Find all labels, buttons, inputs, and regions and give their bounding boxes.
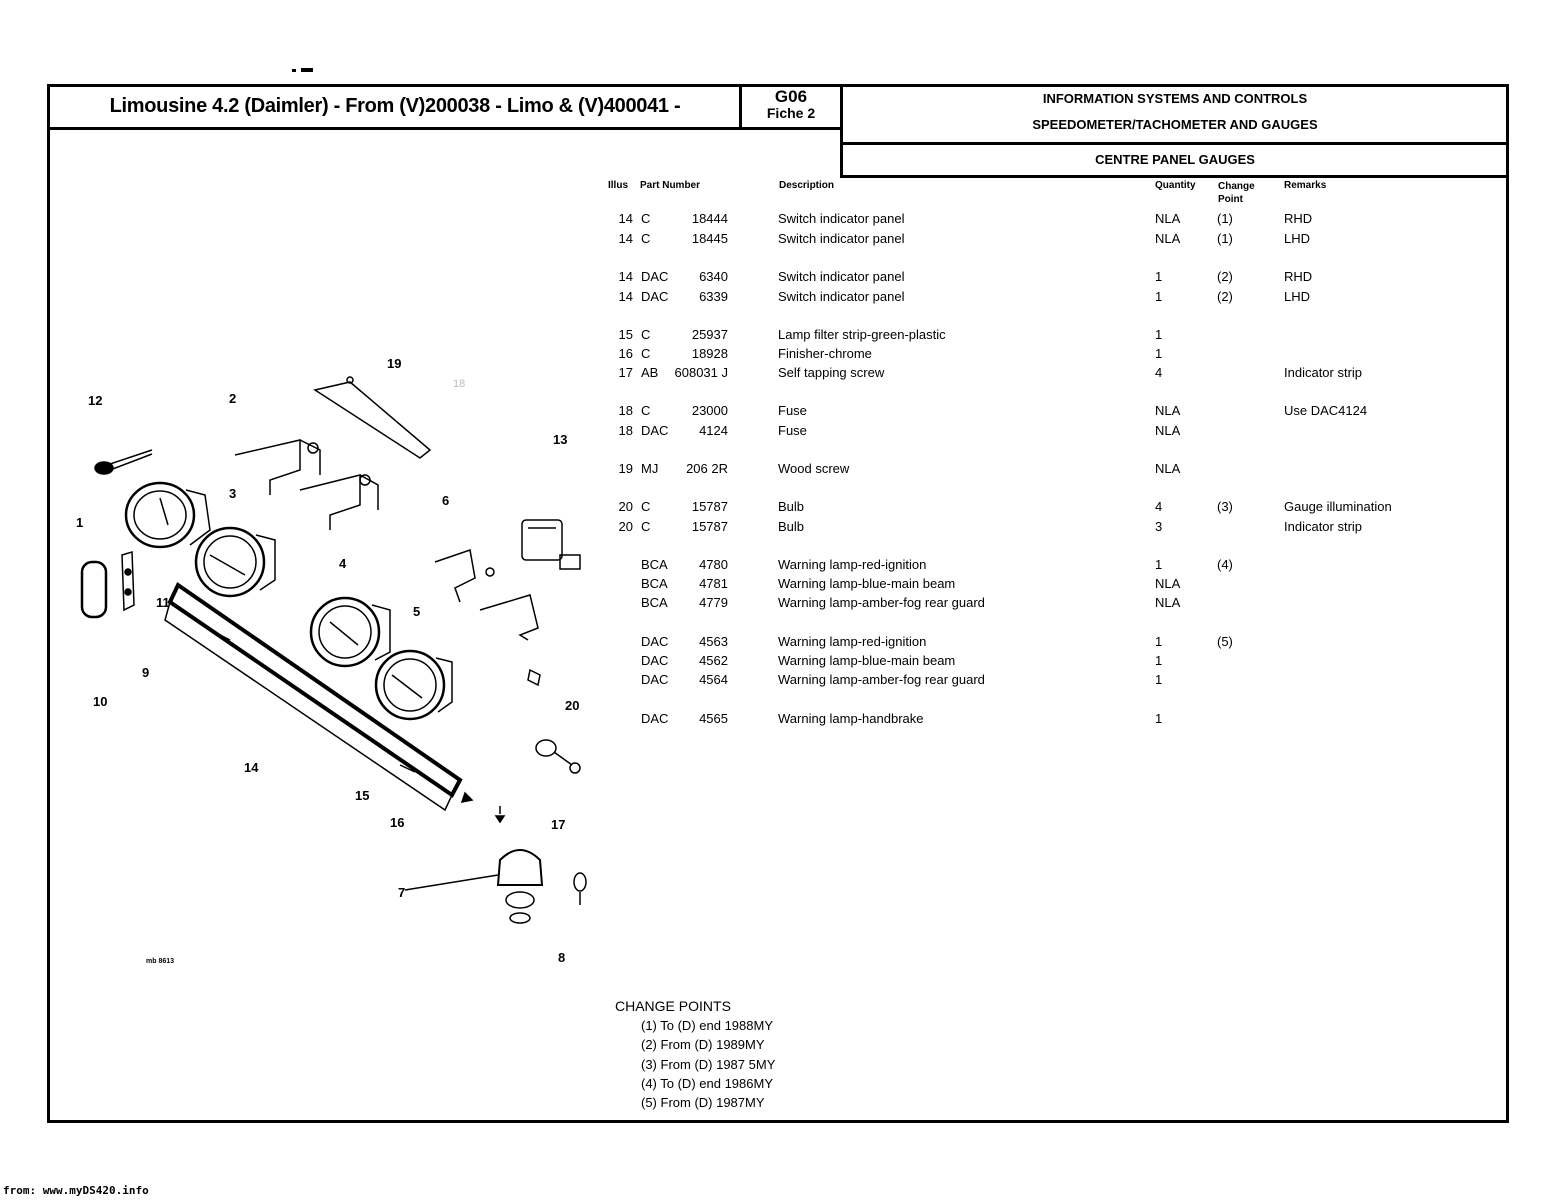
remarks-cell: RHD xyxy=(1284,269,1313,284)
callout-14: 14 xyxy=(244,760,259,775)
quantity-cell: 1 xyxy=(1155,653,1163,668)
quantity-cell: 1 xyxy=(1155,346,1163,361)
description-cell: Fuse xyxy=(778,403,807,418)
gauge-part xyxy=(311,598,390,666)
description-cell: Fuse xyxy=(778,423,807,438)
description-cell: Finisher-chrome xyxy=(778,346,872,361)
illus-cell: 14 xyxy=(618,269,633,284)
quantity-cell: 4 xyxy=(1155,499,1163,514)
illus-cell: 15 xyxy=(618,327,633,342)
illus-cell: 16 xyxy=(618,346,633,361)
quantity-cell: NLA xyxy=(1155,576,1181,591)
gauge-part xyxy=(376,651,452,719)
part-prefix-cell: C xyxy=(641,231,651,246)
description-cell: Switch indicator panel xyxy=(778,269,905,284)
subsection-heading: CENTRE PANEL GAUGES xyxy=(1095,152,1255,167)
part-prefix-cell: C xyxy=(641,346,651,361)
quantity-cell: NLA xyxy=(1155,595,1181,610)
description-cell: Self tapping screw xyxy=(778,365,885,380)
description-cell: Switch indicator panel xyxy=(778,289,905,304)
group-code: G06 xyxy=(774,87,808,106)
fuse-holder-part xyxy=(405,850,586,923)
illus-cell: 14 xyxy=(618,211,633,226)
illus-cell: 19 xyxy=(618,461,633,476)
callout-19: 19 xyxy=(387,356,402,371)
part-prefix-cell: DAC xyxy=(641,269,669,284)
callout-13: 13 xyxy=(553,432,568,447)
illus-cell: 18 xyxy=(618,423,633,438)
part-number-cell: 4562 xyxy=(699,653,728,668)
description-cell: Bulb xyxy=(778,519,805,534)
table-row xyxy=(0,269,1550,287)
link-rod-part xyxy=(315,377,430,458)
callout-4: 4 xyxy=(339,556,347,571)
callout-8: 8 xyxy=(558,950,566,965)
part-number-cell: 4781 xyxy=(699,576,728,591)
part-number-cell: 4779 xyxy=(699,595,728,610)
bracket-part xyxy=(235,440,378,530)
callout-6: 6 xyxy=(442,493,450,508)
quantity-cell: NLA xyxy=(1155,423,1181,438)
callout-12: 12 xyxy=(88,393,103,408)
description-cell: Warning lamp-blue-main beam xyxy=(778,576,956,591)
screw-part xyxy=(462,793,504,822)
part-number-cell: 15787 xyxy=(691,499,728,514)
quantity-cell: 4 xyxy=(1155,365,1163,380)
part-prefix-cell: C xyxy=(641,403,651,418)
col-part-number: Part Number xyxy=(640,180,701,191)
page-title: Limousine 4.2 (Daimler) - From (V)200038 - Limo & (V)400041 - xyxy=(109,94,681,117)
description-cell: Switch indicator panel xyxy=(778,211,905,226)
quantity-cell: NLA xyxy=(1155,231,1181,246)
knob-part xyxy=(95,450,152,474)
part-number-cell: 18928 xyxy=(691,346,728,361)
part-prefix-cell: DAC xyxy=(641,634,669,649)
part-number-cell: 4564 xyxy=(699,672,728,687)
remarks-cell: LHD xyxy=(1284,289,1311,304)
illus-cell: 14 xyxy=(618,231,633,246)
source-footer: from: www.myDS420.info xyxy=(3,1184,149,1197)
subsection-rule xyxy=(840,175,1509,178)
scan-mark xyxy=(292,60,320,65)
part-prefix-cell: DAC xyxy=(641,711,669,726)
part-number-cell: 18444 xyxy=(691,211,728,226)
quantity-cell: NLA xyxy=(1155,461,1181,476)
description-cell: Warning lamp-amber-fog rear guard xyxy=(778,672,985,687)
part-number-cell: 608031 J xyxy=(674,365,728,380)
table-row xyxy=(0,211,1550,229)
change-point-cell: (1) xyxy=(1217,231,1233,246)
quantity-cell: 1 xyxy=(1155,289,1163,304)
quantity-cell: 1 xyxy=(1155,557,1163,572)
section-rule xyxy=(840,142,1509,145)
quantity-cell: 1 xyxy=(1155,634,1163,649)
description-cell: Warning lamp-red-ignition xyxy=(778,634,927,649)
change-point-item: (3) From (D) 1987 5MY xyxy=(641,1057,776,1072)
description-cell: Warning lamp-amber-fog rear guard xyxy=(778,595,985,610)
quantity-cell: 1 xyxy=(1155,711,1163,726)
quantity-cell: 1 xyxy=(1155,327,1163,342)
part-prefix-cell: AB xyxy=(641,365,659,380)
table-row xyxy=(0,289,1550,307)
description-cell: Wood screw xyxy=(778,461,850,476)
change-point-cell: (5) xyxy=(1217,634,1233,649)
callout-17: 17 xyxy=(551,817,566,832)
gauge-part xyxy=(126,483,210,547)
fiche-box xyxy=(742,86,840,126)
part-number-cell: 6339 xyxy=(699,289,728,304)
col-description: Description xyxy=(779,180,835,191)
illus-cell: 20 xyxy=(618,499,633,514)
remarks-cell: Use DAC4124 xyxy=(1284,403,1368,418)
change-point-item: (5) From (D) 1987MY xyxy=(641,1095,765,1110)
remarks-cell: Indicator strip xyxy=(1284,519,1363,534)
quantity-cell: 1 xyxy=(1155,672,1163,687)
description-cell: Warning lamp-handbrake xyxy=(778,711,924,726)
description-cell: Lamp filter strip-green-plastic xyxy=(778,327,946,342)
remarks-cell: RHD xyxy=(1284,211,1313,226)
col-illus: Illus xyxy=(608,180,629,191)
quantity-cell: 3 xyxy=(1155,519,1163,534)
callout-2: 2 xyxy=(229,391,237,406)
part-number-cell: 6340 xyxy=(699,269,728,284)
part-number-cell: 25937 xyxy=(691,327,728,342)
remarks-cell: Indicator strip xyxy=(1284,365,1363,380)
part-prefix-cell: DAC xyxy=(641,653,669,668)
change-point-item: (4) To (D) end 1986MY xyxy=(641,1076,773,1091)
change-points-title: CHANGE POINTS xyxy=(615,998,731,1014)
change-point-item: (2) From (D) 1989MY xyxy=(641,1037,765,1052)
remarks-cell: Gauge illumination xyxy=(1284,499,1392,514)
callout-7: 7 xyxy=(398,885,406,900)
callout-11: 11 xyxy=(156,595,170,610)
part-prefix-cell: DAC xyxy=(641,423,669,438)
quantity-cell: NLA xyxy=(1155,403,1181,418)
quantity-cell: 1 xyxy=(1155,269,1163,284)
part-prefix-cell: DAC xyxy=(641,672,669,687)
description-cell: Warning lamp-blue-main beam xyxy=(778,653,956,668)
description-cell: Bulb xyxy=(778,499,805,514)
col-remarks: Remarks xyxy=(1284,180,1327,191)
change-point-cell: (4) xyxy=(1217,557,1233,572)
remarks-cell: LHD xyxy=(1284,231,1311,246)
section-heading xyxy=(843,86,1507,142)
switch-part xyxy=(522,520,580,569)
callout-5: 5 xyxy=(413,604,421,619)
illus-cell: 20 xyxy=(618,519,633,534)
table-row xyxy=(0,231,1550,249)
col-change-point: Change Point xyxy=(1218,181,1255,205)
illus-cell: 17 xyxy=(618,365,633,380)
part-number-cell: 206 2R xyxy=(686,461,728,476)
part-prefix-cell: C xyxy=(641,211,651,226)
change-point-cell: (2) xyxy=(1217,289,1233,304)
part-number-cell: 4565 xyxy=(699,711,728,726)
callout-10: 10 xyxy=(93,694,108,709)
exploded-parts-diagram xyxy=(60,340,600,970)
part-prefix-cell: C xyxy=(641,327,651,342)
callout-3: 3 xyxy=(229,486,237,501)
callout-20: 20 xyxy=(565,698,580,713)
part-number-cell: 23000 xyxy=(691,403,728,418)
part-prefix-cell: MJ xyxy=(641,461,659,476)
change-point-cell: (1) xyxy=(1217,211,1233,226)
part-number-cell: 15787 xyxy=(691,519,728,534)
part-prefix-cell: DAC xyxy=(641,289,669,304)
part-prefix-cell: C xyxy=(641,519,651,534)
part-prefix-cell: BCA xyxy=(641,557,668,572)
lamp-lens-part xyxy=(82,552,134,617)
part-number-cell: 4780 xyxy=(699,557,728,572)
part-number-cell: 4563 xyxy=(699,634,728,649)
gauge-part xyxy=(196,528,275,596)
quantity-cell: NLA xyxy=(1155,211,1181,226)
drawing-reference: mb 8613 xyxy=(146,958,175,965)
header-rule xyxy=(47,127,842,130)
illus-cell: 18 xyxy=(618,403,633,418)
description-cell: Switch indicator panel xyxy=(778,231,905,246)
callout-15: 15 xyxy=(355,788,370,803)
part-prefix-cell: BCA xyxy=(641,595,668,610)
part-prefix-cell: C xyxy=(641,499,651,514)
bulb-part xyxy=(528,670,580,773)
callout-16: 16 xyxy=(390,815,405,830)
section-line-1: INFORMATION SYSTEMS AND CONTROLS xyxy=(1042,91,1308,106)
bracket-part xyxy=(435,550,538,640)
col-quantity: Quantity xyxy=(1155,180,1196,191)
change-point-item: (1) To (D) end 1988MY xyxy=(641,1018,773,1033)
description-cell: Warning lamp-red-ignition xyxy=(778,557,927,572)
part-number-cell: 4124 xyxy=(699,423,728,438)
change-point-cell: (2) xyxy=(1217,269,1233,284)
callout-1: 1 xyxy=(76,515,84,530)
illus-cell: 14 xyxy=(618,289,633,304)
section-line-2: SPEEDOMETER/TACHOMETER AND GAUGES xyxy=(1032,117,1318,132)
callout-18: 18 xyxy=(453,378,466,390)
change-point-cell: (3) xyxy=(1217,499,1233,514)
fiche-label: Fiche 2 xyxy=(766,105,816,121)
callout-9: 9 xyxy=(142,665,150,680)
part-number-cell: 18445 xyxy=(691,231,728,246)
part-prefix-cell: BCA xyxy=(641,576,668,591)
